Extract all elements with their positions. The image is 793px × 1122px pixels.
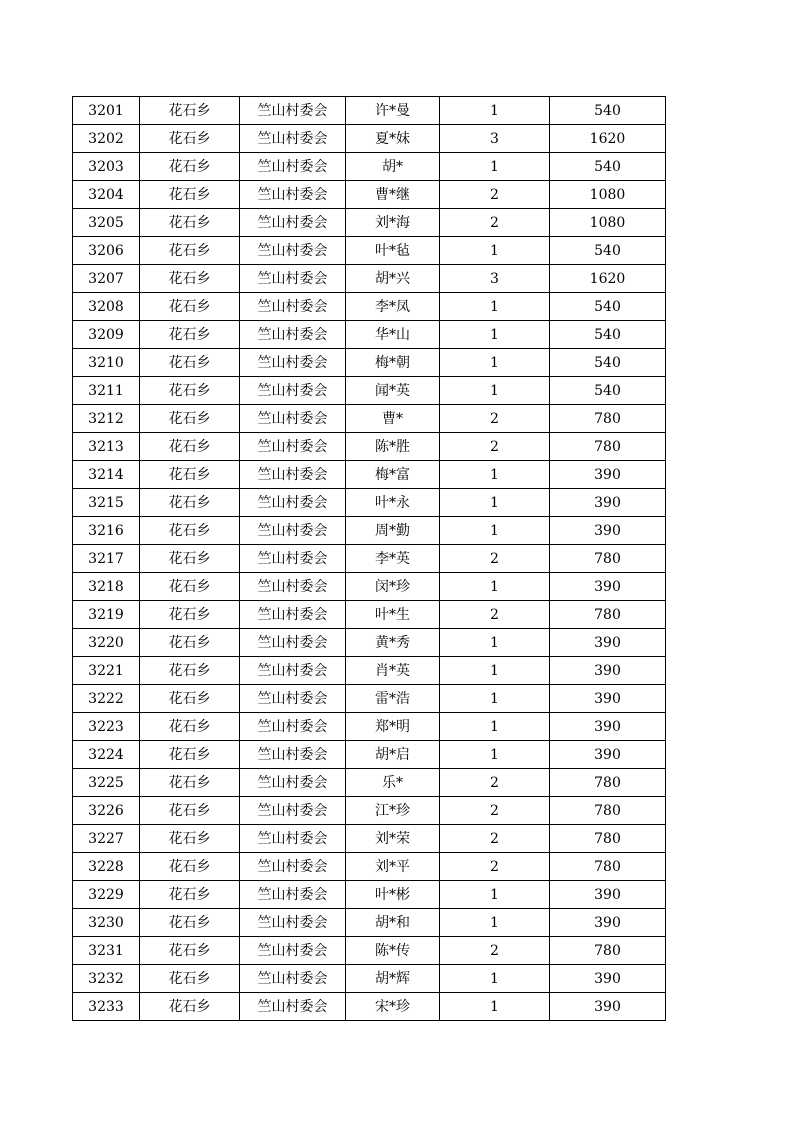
person-name-cell: 肖*英 xyxy=(346,657,440,685)
amount-cell: 390 xyxy=(550,713,666,741)
amount-cell: 390 xyxy=(550,909,666,937)
count-cell: 2 xyxy=(440,601,550,629)
amount-cell: 780 xyxy=(550,769,666,797)
amount-cell: 780 xyxy=(550,545,666,573)
row-number-cell: 3205 xyxy=(73,209,140,237)
village-committee-cell: 竺山村委会 xyxy=(240,853,346,881)
person-name-cell: 陈*胜 xyxy=(346,433,440,461)
table-row xyxy=(73,405,666,433)
table-row xyxy=(73,965,666,993)
amount-cell: 780 xyxy=(550,797,666,825)
town-cell: 花石乡 xyxy=(140,741,240,769)
person-name-cell: 刘*海 xyxy=(346,209,440,237)
town-cell: 花石乡 xyxy=(140,825,240,853)
village-committee-cell: 竺山村委会 xyxy=(240,405,346,433)
row-number-cell: 3216 xyxy=(73,517,140,545)
village-committee-cell: 竺山村委会 xyxy=(240,377,346,405)
count-cell: 1 xyxy=(440,517,550,545)
town-cell: 花石乡 xyxy=(140,237,240,265)
count-cell: 1 xyxy=(440,489,550,517)
person-name-cell: 乐* xyxy=(346,769,440,797)
village-committee-cell: 竺山村委会 xyxy=(240,237,346,265)
person-name-cell: 闻*英 xyxy=(346,377,440,405)
town-cell: 花石乡 xyxy=(140,433,240,461)
village-committee-cell: 竺山村委会 xyxy=(240,209,346,237)
amount-cell: 1620 xyxy=(550,125,666,153)
table-row xyxy=(73,489,666,517)
row-number-cell: 3221 xyxy=(73,657,140,685)
row-number-cell: 3223 xyxy=(73,713,140,741)
amount-cell: 540 xyxy=(550,97,666,125)
village-committee-cell: 竺山村委会 xyxy=(240,629,346,657)
count-cell: 2 xyxy=(440,209,550,237)
person-name-cell: 刘*平 xyxy=(346,853,440,881)
village-committee-cell: 竺山村委会 xyxy=(240,321,346,349)
town-cell: 花石乡 xyxy=(140,209,240,237)
town-cell: 花石乡 xyxy=(140,517,240,545)
row-number-cell: 3220 xyxy=(73,629,140,657)
village-committee-cell: 竺山村委会 xyxy=(240,181,346,209)
row-number-cell: 3208 xyxy=(73,293,140,321)
person-name-cell: 胡*启 xyxy=(346,741,440,769)
amount-cell: 780 xyxy=(550,601,666,629)
person-name-cell: 许*曼 xyxy=(346,97,440,125)
amount-cell: 540 xyxy=(550,237,666,265)
row-number-cell: 3202 xyxy=(73,125,140,153)
village-committee-cell: 竺山村委会 xyxy=(240,937,346,965)
town-cell: 花石乡 xyxy=(140,713,240,741)
village-committee-cell: 竺山村委会 xyxy=(240,349,346,377)
table-row xyxy=(73,993,666,1021)
table-row xyxy=(73,461,666,489)
person-name-cell: 胡* xyxy=(346,153,440,181)
table-row xyxy=(73,125,666,153)
table-row xyxy=(73,629,666,657)
amount-cell: 780 xyxy=(550,853,666,881)
table-row xyxy=(73,237,666,265)
row-number-cell: 3231 xyxy=(73,937,140,965)
town-cell: 花石乡 xyxy=(140,265,240,293)
village-committee-cell: 竺山村委会 xyxy=(240,601,346,629)
row-number-cell: 3225 xyxy=(73,769,140,797)
town-cell: 花石乡 xyxy=(140,657,240,685)
count-cell: 1 xyxy=(440,153,550,181)
village-committee-cell: 竺山村委会 xyxy=(240,881,346,909)
table-row xyxy=(73,573,666,601)
person-name-cell: 黄*秀 xyxy=(346,629,440,657)
person-name-cell: 叶*彬 xyxy=(346,881,440,909)
count-cell: 1 xyxy=(440,293,550,321)
person-name-cell: 叶*毡 xyxy=(346,237,440,265)
table-row xyxy=(73,741,666,769)
town-cell: 花石乡 xyxy=(140,853,240,881)
row-number-cell: 3227 xyxy=(73,825,140,853)
count-cell: 3 xyxy=(440,265,550,293)
table-row xyxy=(73,881,666,909)
village-committee-cell: 竺山村委会 xyxy=(240,909,346,937)
amount-cell: 390 xyxy=(550,993,666,1021)
town-cell: 花石乡 xyxy=(140,405,240,433)
table-row xyxy=(73,657,666,685)
row-number-cell: 3217 xyxy=(73,545,140,573)
amount-cell: 780 xyxy=(550,937,666,965)
town-cell: 花石乡 xyxy=(140,489,240,517)
village-committee-cell: 竺山村委会 xyxy=(240,573,346,601)
count-cell: 2 xyxy=(440,181,550,209)
count-cell: 2 xyxy=(440,405,550,433)
town-cell: 花石乡 xyxy=(140,685,240,713)
village-committee-cell: 竺山村委会 xyxy=(240,293,346,321)
count-cell: 1 xyxy=(440,993,550,1021)
person-name-cell: 闵*珍 xyxy=(346,573,440,601)
row-number-cell: 3233 xyxy=(73,993,140,1021)
town-cell: 花石乡 xyxy=(140,601,240,629)
amount-cell: 1080 xyxy=(550,209,666,237)
table-row xyxy=(73,825,666,853)
table-row xyxy=(73,713,666,741)
person-name-cell: 曹*继 xyxy=(346,181,440,209)
village-committee-cell: 竺山村委会 xyxy=(240,825,346,853)
count-cell: 2 xyxy=(440,853,550,881)
village-committee-cell: 竺山村委会 xyxy=(240,153,346,181)
table-row xyxy=(73,265,666,293)
town-cell: 花石乡 xyxy=(140,545,240,573)
amount-cell: 780 xyxy=(550,433,666,461)
amount-cell: 540 xyxy=(550,153,666,181)
person-name-cell: 李*凤 xyxy=(346,293,440,321)
village-committee-cell: 竺山村委会 xyxy=(240,433,346,461)
row-number-cell: 3215 xyxy=(73,489,140,517)
village-committee-cell: 竺山村委会 xyxy=(240,517,346,545)
amount-cell: 540 xyxy=(550,377,666,405)
town-cell: 花石乡 xyxy=(140,377,240,405)
count-cell: 1 xyxy=(440,713,550,741)
table-row xyxy=(73,97,666,125)
table-row xyxy=(73,909,666,937)
row-number-cell: 3222 xyxy=(73,685,140,713)
row-number-cell: 3201 xyxy=(73,97,140,125)
village-committee-cell: 竺山村委会 xyxy=(240,125,346,153)
amount-cell: 540 xyxy=(550,321,666,349)
count-cell: 2 xyxy=(440,433,550,461)
row-number-cell: 3212 xyxy=(73,405,140,433)
count-cell: 1 xyxy=(440,573,550,601)
row-number-cell: 3207 xyxy=(73,265,140,293)
count-cell: 1 xyxy=(440,909,550,937)
table-row xyxy=(73,153,666,181)
row-number-cell: 3232 xyxy=(73,965,140,993)
village-committee-cell: 竺山村委会 xyxy=(240,965,346,993)
village-committee-cell: 竺山村委会 xyxy=(240,685,346,713)
person-name-cell: 胡*兴 xyxy=(346,265,440,293)
amount-cell: 780 xyxy=(550,825,666,853)
amount-cell: 390 xyxy=(550,517,666,545)
town-cell: 花石乡 xyxy=(140,797,240,825)
count-cell: 1 xyxy=(440,881,550,909)
town-cell: 花石乡 xyxy=(140,937,240,965)
town-cell: 花石乡 xyxy=(140,573,240,601)
table-row xyxy=(73,377,666,405)
count-cell: 1 xyxy=(440,97,550,125)
row-number-cell: 3209 xyxy=(73,321,140,349)
person-name-cell: 江*珍 xyxy=(346,797,440,825)
town-cell: 花石乡 xyxy=(140,769,240,797)
table-row xyxy=(73,181,666,209)
table-row xyxy=(73,209,666,237)
table-row xyxy=(73,545,666,573)
person-name-cell: 胡*和 xyxy=(346,909,440,937)
amount-cell: 390 xyxy=(550,685,666,713)
person-name-cell: 刘*荣 xyxy=(346,825,440,853)
count-cell: 1 xyxy=(440,629,550,657)
person-name-cell: 胡*辉 xyxy=(346,965,440,993)
row-number-cell: 3219 xyxy=(73,601,140,629)
amount-cell: 390 xyxy=(550,965,666,993)
table-row xyxy=(73,937,666,965)
town-cell: 花石乡 xyxy=(140,965,240,993)
person-name-cell: 夏*妹 xyxy=(346,125,440,153)
row-number-cell: 3218 xyxy=(73,573,140,601)
count-cell: 2 xyxy=(440,937,550,965)
person-name-cell: 叶*生 xyxy=(346,601,440,629)
row-number-cell: 3203 xyxy=(73,153,140,181)
table-row xyxy=(73,433,666,461)
person-name-cell: 周*勤 xyxy=(346,517,440,545)
amount-cell: 390 xyxy=(550,657,666,685)
town-cell: 花石乡 xyxy=(140,293,240,321)
amount-cell: 780 xyxy=(550,405,666,433)
table-row xyxy=(73,853,666,881)
amount-cell: 540 xyxy=(550,349,666,377)
table-row xyxy=(73,349,666,377)
village-committee-cell: 竺山村委会 xyxy=(240,797,346,825)
count-cell: 2 xyxy=(440,825,550,853)
count-cell: 1 xyxy=(440,685,550,713)
town-cell: 花石乡 xyxy=(140,461,240,489)
row-number-cell: 3214 xyxy=(73,461,140,489)
person-name-cell: 陈*传 xyxy=(346,937,440,965)
village-committee-cell: 竺山村委会 xyxy=(240,713,346,741)
count-cell: 2 xyxy=(440,797,550,825)
amount-cell: 540 xyxy=(550,293,666,321)
amount-cell: 1620 xyxy=(550,265,666,293)
row-number-cell: 3226 xyxy=(73,797,140,825)
amount-cell: 390 xyxy=(550,573,666,601)
person-name-cell: 曹* xyxy=(346,405,440,433)
person-name-cell: 李*英 xyxy=(346,545,440,573)
village-committee-cell: 竺山村委会 xyxy=(240,769,346,797)
row-number-cell: 3229 xyxy=(73,881,140,909)
count-cell: 1 xyxy=(440,349,550,377)
table-row xyxy=(73,797,666,825)
town-cell: 花石乡 xyxy=(140,321,240,349)
person-name-cell: 郑*明 xyxy=(346,713,440,741)
amount-cell: 390 xyxy=(550,489,666,517)
town-cell: 花石乡 xyxy=(140,993,240,1021)
table-row xyxy=(73,517,666,545)
person-name-cell: 叶*永 xyxy=(346,489,440,517)
table-body xyxy=(73,97,666,1021)
table-row xyxy=(73,769,666,797)
town-cell: 花石乡 xyxy=(140,181,240,209)
row-number-cell: 3204 xyxy=(73,181,140,209)
count-cell: 3 xyxy=(440,125,550,153)
town-cell: 花石乡 xyxy=(140,881,240,909)
village-committee-cell: 竺山村委会 xyxy=(240,657,346,685)
data-table xyxy=(72,96,666,1021)
row-number-cell: 3206 xyxy=(73,237,140,265)
table-row xyxy=(73,685,666,713)
town-cell: 花石乡 xyxy=(140,629,240,657)
town-cell: 花石乡 xyxy=(140,97,240,125)
count-cell: 2 xyxy=(440,769,550,797)
person-name-cell: 华*山 xyxy=(346,321,440,349)
village-committee-cell: 竺山村委会 xyxy=(240,461,346,489)
row-number-cell: 3224 xyxy=(73,741,140,769)
count-cell: 1 xyxy=(440,741,550,769)
count-cell: 1 xyxy=(440,321,550,349)
row-number-cell: 3228 xyxy=(73,853,140,881)
count-cell: 1 xyxy=(440,377,550,405)
count-cell: 2 xyxy=(440,545,550,573)
town-cell: 花石乡 xyxy=(140,153,240,181)
person-name-cell: 雷*浩 xyxy=(346,685,440,713)
town-cell: 花石乡 xyxy=(140,909,240,937)
count-cell: 1 xyxy=(440,461,550,489)
person-name-cell: 梅*富 xyxy=(346,461,440,489)
town-cell: 花石乡 xyxy=(140,349,240,377)
table-row xyxy=(73,293,666,321)
table-row xyxy=(73,601,666,629)
amount-cell: 390 xyxy=(550,629,666,657)
row-number-cell: 3213 xyxy=(73,433,140,461)
village-committee-cell: 竺山村委会 xyxy=(240,545,346,573)
count-cell: 1 xyxy=(440,657,550,685)
amount-cell: 390 xyxy=(550,461,666,489)
village-committee-cell: 竺山村委会 xyxy=(240,993,346,1021)
village-committee-cell: 竺山村委会 xyxy=(240,741,346,769)
table-row xyxy=(73,321,666,349)
row-number-cell: 3230 xyxy=(73,909,140,937)
count-cell: 1 xyxy=(440,237,550,265)
amount-cell: 1080 xyxy=(550,181,666,209)
village-committee-cell: 竺山村委会 xyxy=(240,265,346,293)
row-number-cell: 3211 xyxy=(73,377,140,405)
village-committee-cell: 竺山村委会 xyxy=(240,97,346,125)
amount-cell: 390 xyxy=(550,881,666,909)
person-name-cell: 梅*朝 xyxy=(346,349,440,377)
person-name-cell: 宋*珍 xyxy=(346,993,440,1021)
amount-cell: 390 xyxy=(550,741,666,769)
row-number-cell: 3210 xyxy=(73,349,140,377)
village-committee-cell: 竺山村委会 xyxy=(240,489,346,517)
count-cell: 1 xyxy=(440,965,550,993)
town-cell: 花石乡 xyxy=(140,125,240,153)
